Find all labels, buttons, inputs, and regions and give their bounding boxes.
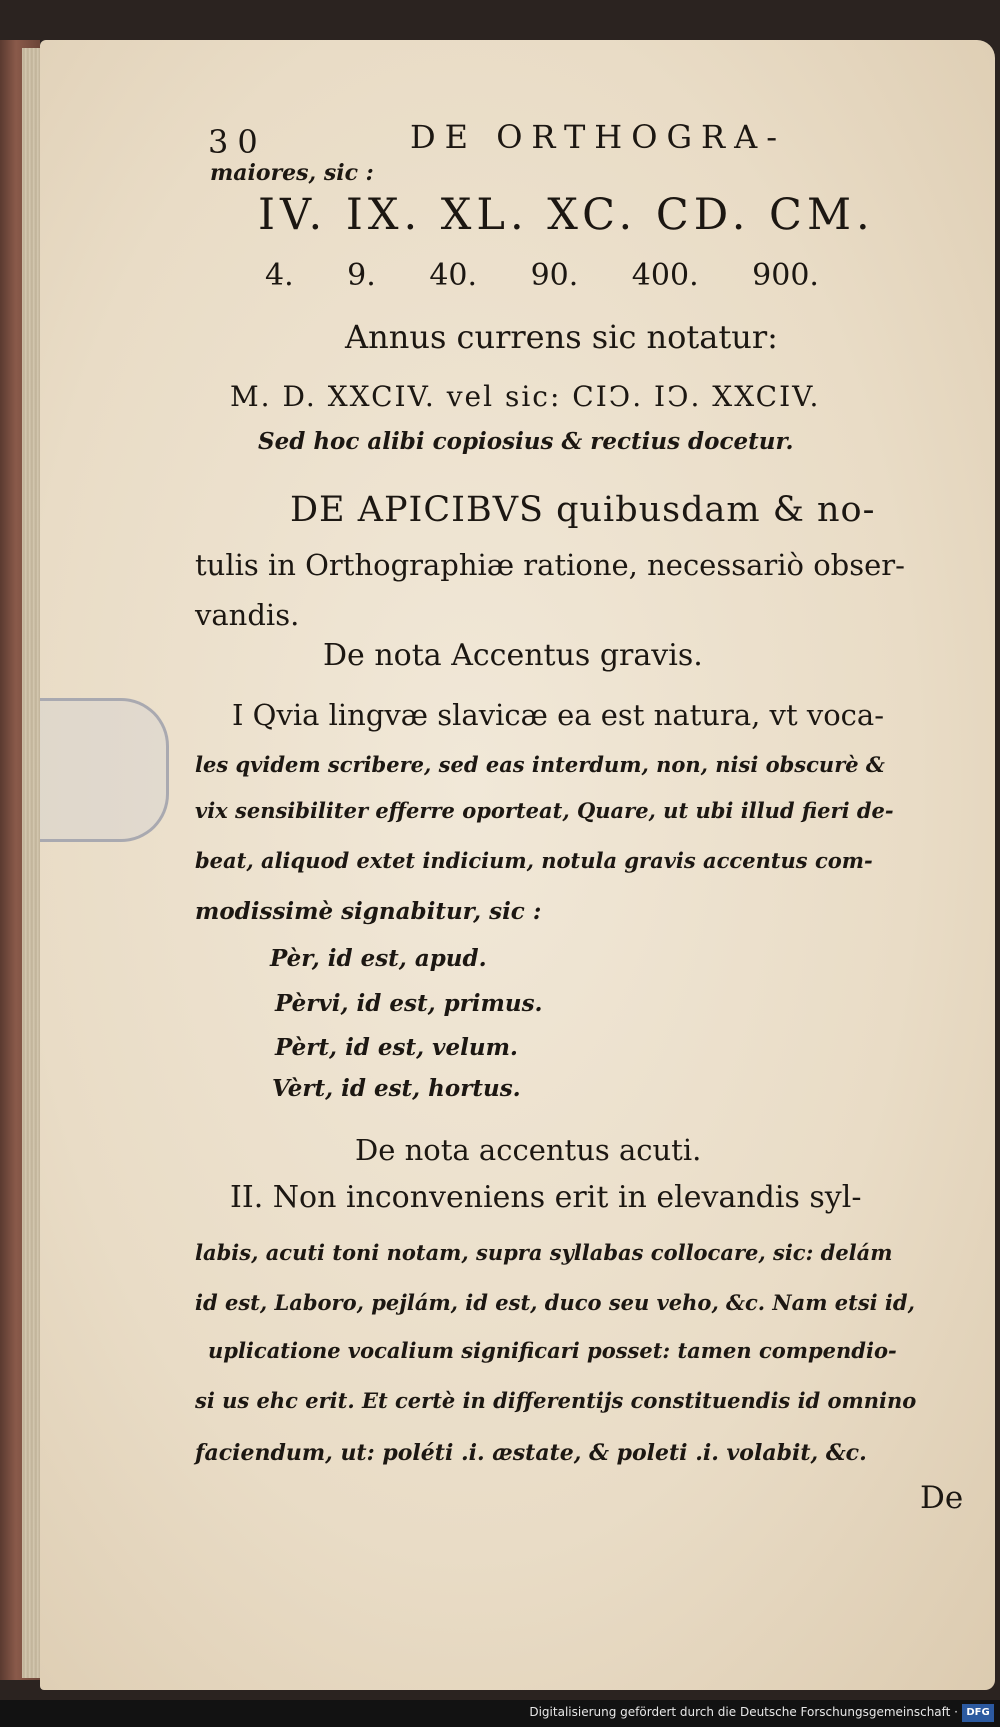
roman-numerals: IV. IX. XL. XC. CD. CM. [258,190,875,240]
subheading-acuti: De nota accentus acuti. [355,1133,702,1167]
text-line-5: M. D. XXCIV. vel sic: CIↃ. IↃ. XXCIV. [230,380,821,413]
text-line-8: tulis in Orthographiæ ratione, necessariò obser- [195,548,905,582]
text-line-11: I Qvia lingvæ slavicæ ea est natura, vt voca- [232,698,884,732]
text-line-17: Pèrvi, id est, primus. [275,990,543,1017]
text-line-6: Sed hoc alibi copiosius & rectius docetur. [258,428,794,455]
text-line-22: labis, acuti toni notam, supra syllabas collocare, sic: delám [195,1240,893,1265]
text-line-25: si us ehc erit. Et certè in differentijs constituendis id omnino [195,1388,917,1413]
text-line-21: II. Non inconveniens erit in elevandis syl- [230,1180,862,1215]
text-line-12: les qvidem scribere, sed eas interdum, non, nisi obscurè & [195,752,885,777]
subheading-gravis: De nota Accentus gravis. [323,638,703,673]
running-title: DE ORTHOGRA- [410,118,787,156]
section-heading-apicibus: DE APICIBVS quibusdam & no- [290,490,876,530]
text-line-13: vix sensibiliter efferre oporteat, Quare, ut ubi illud fieri de- [195,798,894,823]
text-line-26: faciendum, ut: poléti .i. æstate, & poleti .i. volabit, &c. [195,1440,867,1466]
page-clip [40,698,169,842]
text-line-1: maiores, sic : [210,160,374,186]
text-line-16: Pèr, id est, apud. [270,945,487,972]
catchword: De [920,1480,964,1516]
text-line-19: Vèrt, id est, hortus. [272,1075,521,1102]
text-line-4: Annus currens sic notatur: [345,318,778,356]
text-line-15: modissimè signabitur, sic : [195,898,542,925]
text-line-18: Pèrt, id est, velum. [275,1034,518,1061]
text-line-23: id est, Laboro, pejlám, id est, duco seu veho, &c. Nam etsi id, [195,1290,915,1315]
page-number: 30 [208,123,267,161]
arabic-numerals: 4. 9. 40. 90. 400. 900. [265,258,819,293]
text-line-9: vandis. [195,598,300,632]
text-line-14: beat, aliquod extet indicium, notula gravis accentus com- [195,848,873,873]
footer-bar [0,1700,1000,1727]
dfg-logo: DFG [962,1704,994,1722]
book-page [40,40,995,1690]
footer-credit: Digitalisierung gefördert durch die Deutsche Forschungsgemeinschaft · [529,1705,958,1719]
text-line-24: uplicatione vocalium significari posset: tamen compendio- [208,1338,897,1363]
